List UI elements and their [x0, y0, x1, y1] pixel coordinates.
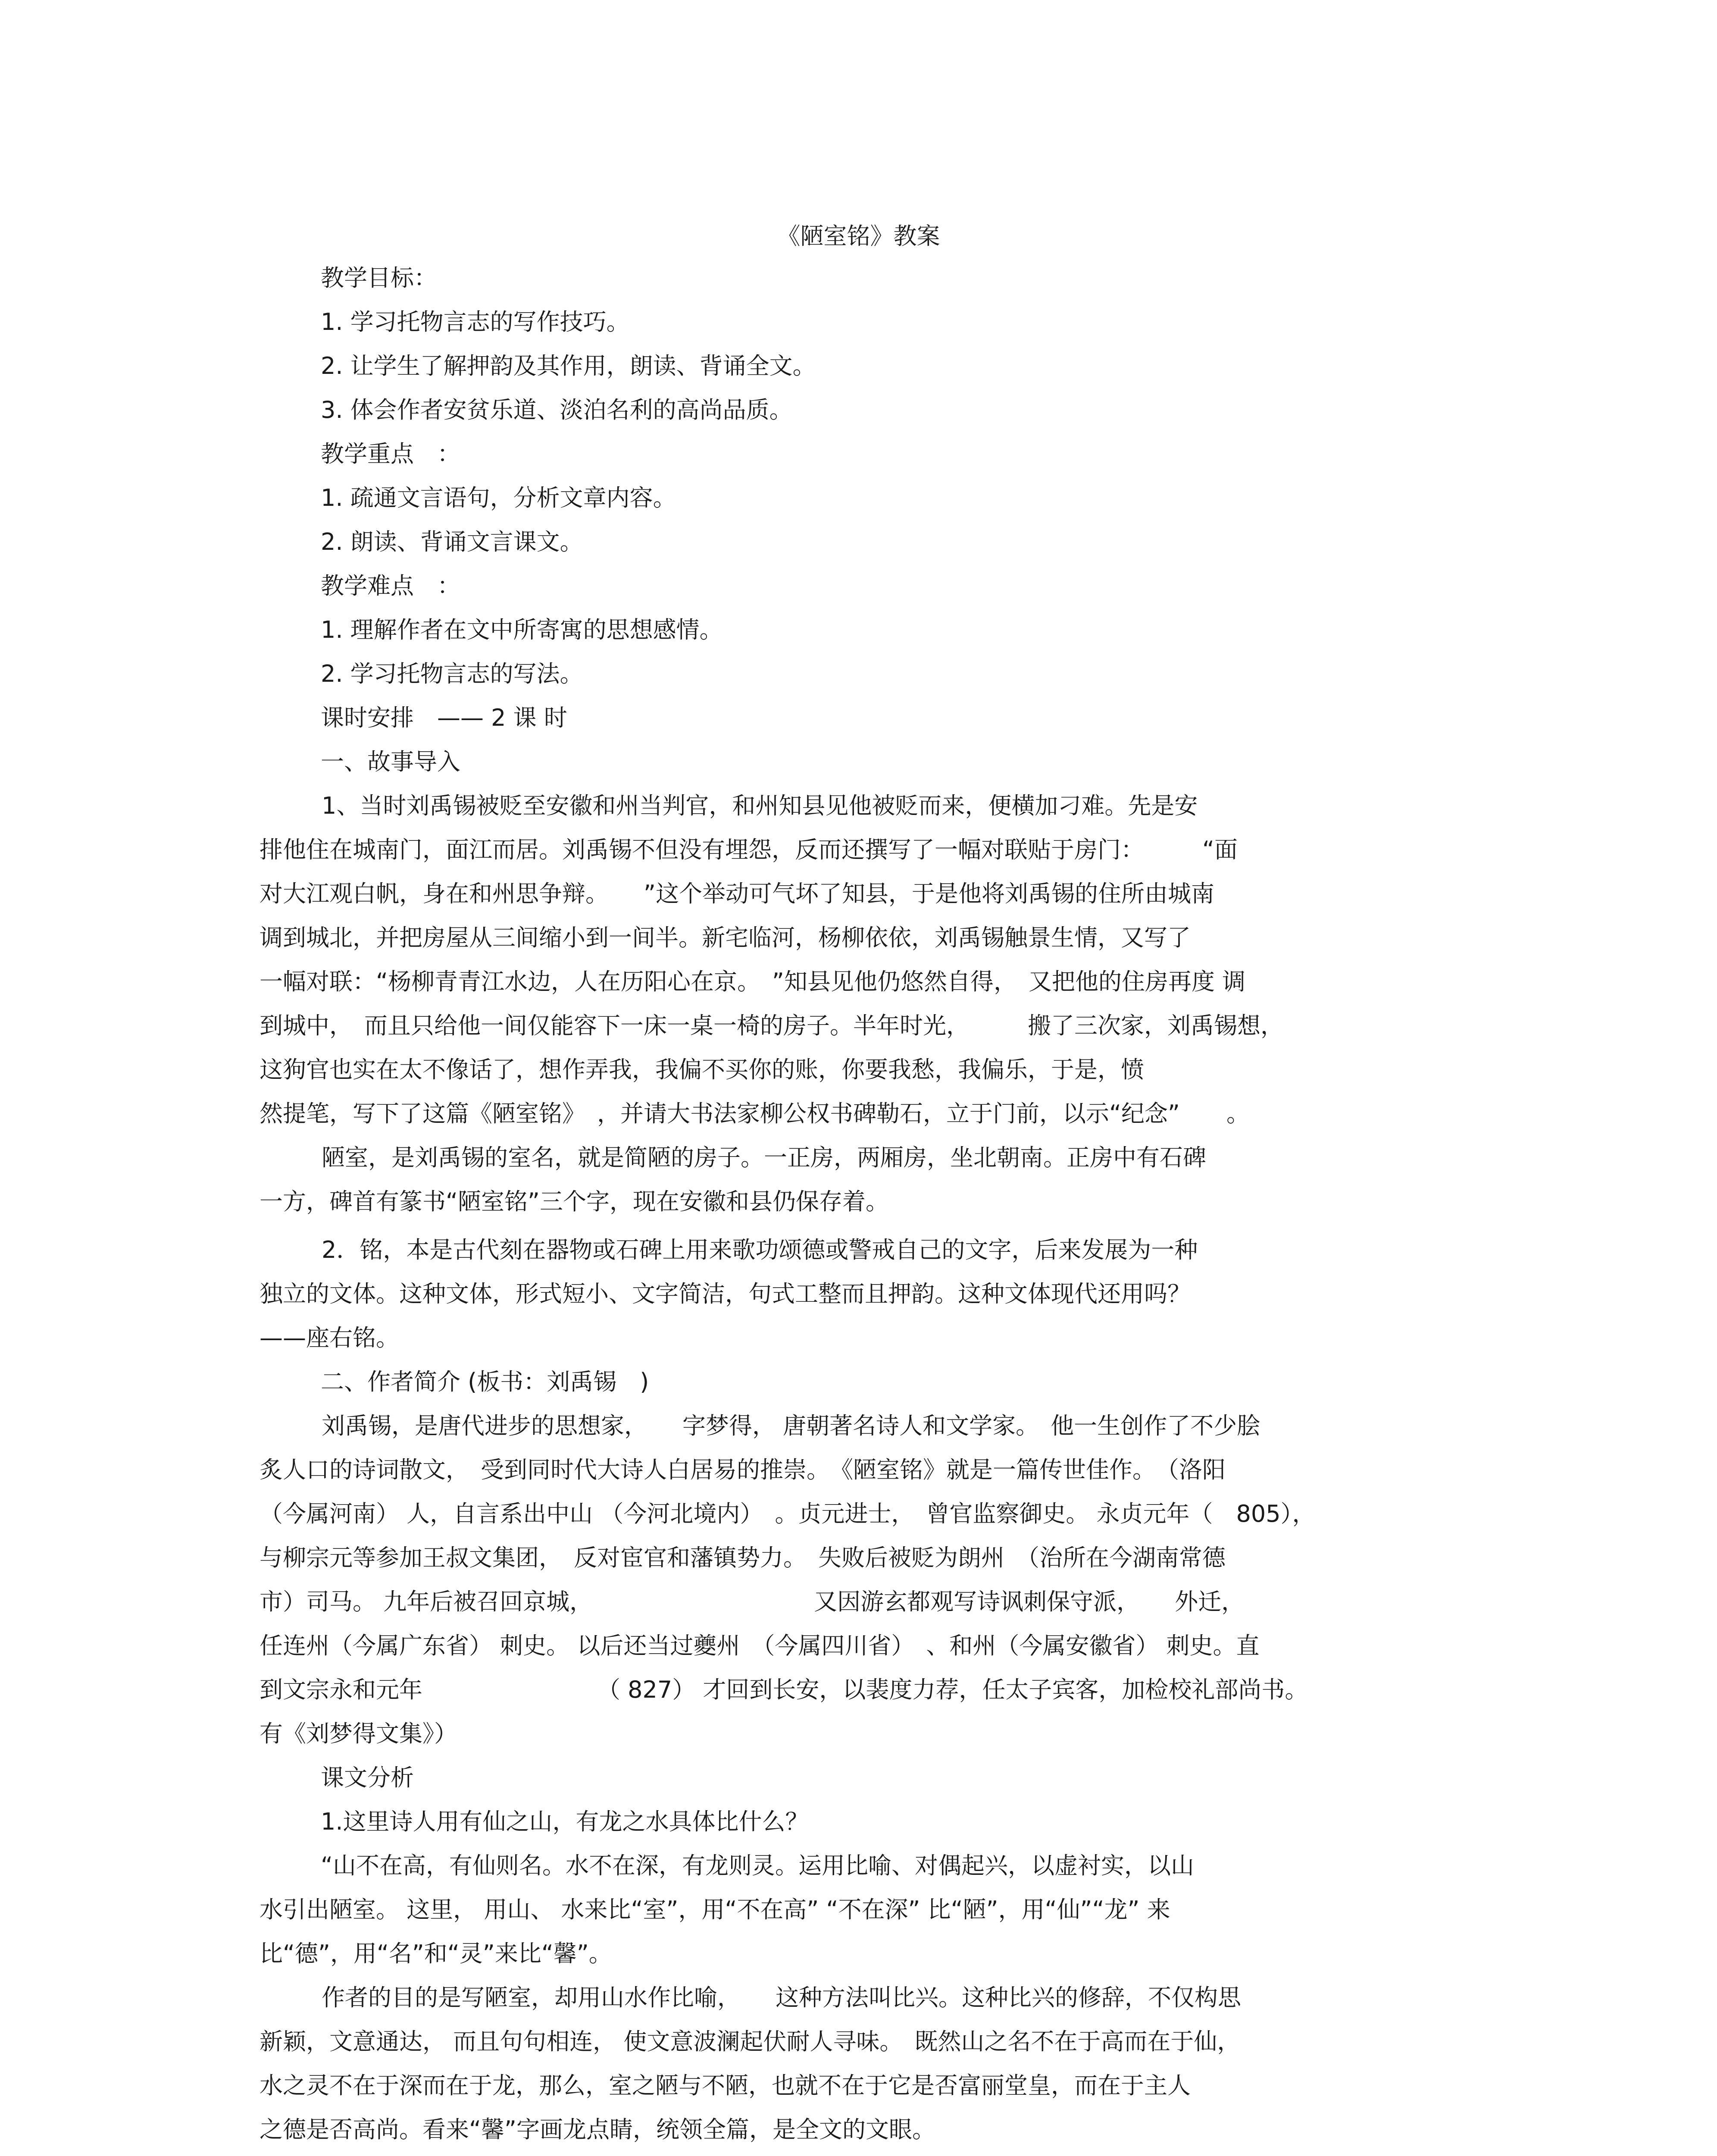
list-item: 1. 疏通文言语句，分析文章内容。: [321, 484, 676, 511]
section-heading-story: 一、故事导入: [321, 748, 460, 775]
section-heading-objectives: 教学目标：: [321, 264, 437, 291]
question-line: 1.这里诗人用有仙之山，有龙之水具体比什么？: [321, 1808, 809, 1835]
paragraph-line: 一方，碑首有篆书“陋室铭”三个字，现在安徽和县仍保存着。: [260, 1188, 889, 1215]
section-heading-key-points: 教学重点 ：: [321, 440, 460, 467]
section-heading-difficulties: 教学难点 ：: [321, 572, 460, 599]
paragraph-line: 水之灵不在于深而在于龙，那么，室之陋与不陋，也就不在于它是否富丽堂皇，而在于主人: [260, 2072, 1191, 2099]
list-item: 2. 让学生了解押韵及其作用，朗读、背诵全文。: [321, 352, 816, 379]
document-body: [260, 256, 1492, 2152]
list-item: 1. 理解作者在文中所寄寓的思想感情。: [321, 616, 723, 643]
list-item: 2. 朗读、背诵文言课文。: [321, 528, 583, 555]
paragraph-line: 任连州（今属广东省） 刺史。 以后还当过夔州 （今属四川省） 、和州（今属安徽省） 刺史。直: [260, 1632, 1260, 1659]
paragraph-line: 独立的文体。这种文体，形式短小、文字简洁，句式工整而且押韵。这种文体现代还用吗？: [260, 1280, 1191, 1307]
paragraph-line: ——座右铭。: [260, 1324, 399, 1351]
paragraph-line: 比“德”，用“名”和“灵”来比“馨”。: [260, 1940, 612, 1967]
paragraph-line: 陋室，是刘禹锡的室名，就是简陋的房子。一正房，两厢房，坐北朝南。正房中有石碑: [322, 1144, 1206, 1171]
paragraph-line: 有《刘梦得文集》）: [260, 1720, 457, 1747]
paragraph-line: 2．铭，本是古代刻在器物或石碑上用来歌功颂德或警戒自己的文字，后来发展为一种: [322, 1236, 1198, 1263]
paragraph-line: 新颖，文意通达， 而且句句相连， 使文意波澜起伏耐人寻味。 既然山之名不在于高而在于仙，: [260, 2028, 1241, 2055]
schedule-line: 课时安排 —— 2 课 时: [321, 704, 567, 731]
page-title: 《陋室铭》教案: [777, 222, 940, 250]
paragraph-line: 之德是否高尚。看来“馨”字画龙点睛，统领全篇，是全文的文眼。: [260, 2116, 935, 2143]
paragraph-line: 调到城北，并把房屋从三间缩小到一间半。新宅临河，杨柳依依，刘禹锡触景生情，又写了: [260, 924, 1191, 951]
paragraph-line: 水引出陋室。 这里， 用山、 水来比“室”，用“不在高” “不在深” 比“陋”，用“仙”“龙” 来: [260, 1896, 1170, 1923]
paragraph-line: 这狗官也实在太不像话了，想作弄我，我偏不买你的账，你要我愁，我偏乐，于是，愤: [260, 1056, 1144, 1083]
section-heading-analysis: 课文分析: [321, 1764, 414, 1791]
paragraph-line: 到城中， 而且只给他一间仅能容下一床一桌一椅的房子。半年时光， 搬了三次家，刘禹锡想，: [260, 1012, 1284, 1039]
paragraph-line: 对大江观白帆，身在和州思争辩。 ”这个举动可气坏了知县，于是他将刘禹锡的住所由城南: [260, 880, 1214, 907]
paragraph-line: 1、当时刘禹锡被贬至安徽和州当判官，和州知县见他被贬而来，便横加刁难。先是安: [322, 792, 1198, 819]
paragraph-line: 一幅对联：“杨柳青青江水边，人在历阳心在京。 ”知县见他仍悠然自得， 又把他的住房再度 调: [260, 968, 1246, 995]
paragraph-line: 刘禹锡，是唐代进步的思想家， 字梦得， 唐朝著名诗人和文学家。 他一生创作了不少脍: [322, 1412, 1260, 1439]
paragraph-line: “山不在高，有仙则名。水不在深，有龙则灵。运用比喻、对偶起兴，以虚衬实，以山: [321, 1852, 1194, 1879]
paragraph-line: 炙人口的诗词散文， 受到同时代大诗人白居易的推崇。 《陋室铭》就是一篇传世佳作。 （洛阳: [260, 1456, 1226, 1483]
list-item: 1. 学习托物言志的写作技巧。: [321, 308, 630, 335]
paragraph-line: 与柳宗元等参加王叔文集团， 反对宦官和藩镇势力。 失败后被贬为朗州 （治所在今湖南常德: [260, 1544, 1226, 1571]
paragraph-line: （今属河南） 人，自言系出中山 （今河北境内） 。贞元进士， 曾官监察御史。 永贞元年（ 805），: [260, 1500, 1316, 1527]
list-item: 2. 学习托物言志的写法。: [321, 660, 583, 687]
list-item: 3. 体会作者安贫乐道、淡泊名利的高尚品质。: [321, 396, 793, 423]
paragraph-line: 然提笔，写下了这篇《陋室铭》 ，并请大书法家柳公权书碑勒石，立于门前，以示“纪念” 。: [260, 1100, 1250, 1127]
paragraph-line: 市）司马。 九年后被召回京城， 又因游玄都观写诗讽刺保守派， 外迁，: [260, 1588, 1245, 1615]
paragraph-line: 排他住在城南门，面江而居。刘禹锡不但没有埋怨，反而还撰写了一幅对联贴于房门： “面: [260, 836, 1238, 863]
section-heading-author: 二、作者简介 (板书：刘禹锡 ): [321, 1368, 649, 1395]
paragraph-line: 到文宗永和元年 （ 827） 才回到长安，以裴度力荐，任太子宾客，加检校礼部尚书。: [260, 1676, 1308, 1703]
paragraph-line: 作者的目的是写陋室，却用山水作比喻， 这种方法叫比兴。这种比兴的修辞，不仅构思: [322, 1984, 1241, 2011]
